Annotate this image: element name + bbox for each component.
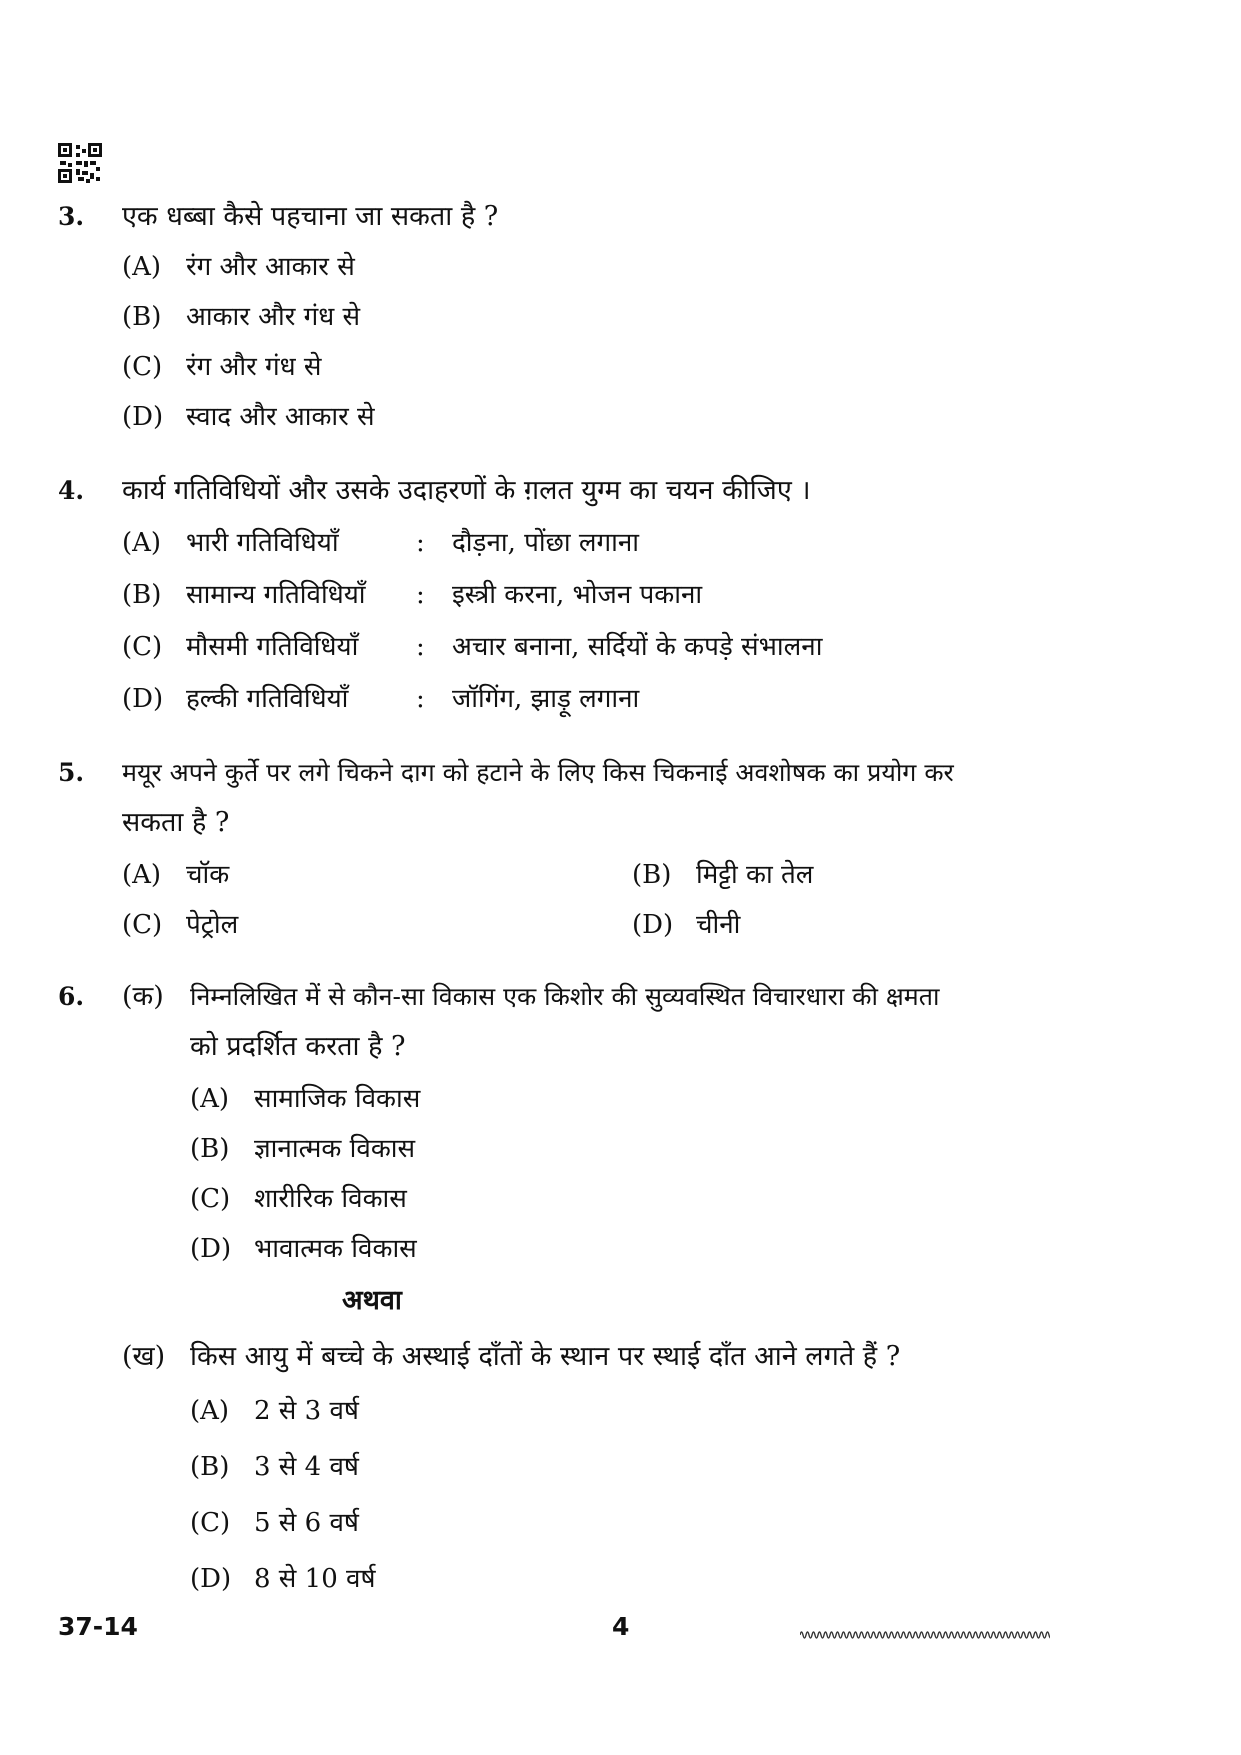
q4-option-a: (A) भारी गतिविधियाँ : दौड़ना, पोंछा लगाना <box>122 528 640 558</box>
q5-option-b: (B) मिट्टी का तेल <box>632 860 814 890</box>
q6-part-a-label: (क) <box>122 981 164 1012</box>
q6-part-b-label: (ख) <box>122 1341 166 1372</box>
question-number: 5. <box>58 758 85 787</box>
question-3-text: एक धब्बा कैसे पहचाना जा सकता है ? <box>122 201 499 232</box>
q6b-option-c: (C) 5 से 6 वर्ष <box>190 1508 359 1538</box>
q6-part-a-text-line1: निम्नलिखित में से कौन-सा विकास एक किशोर की सुव्यवस्थित विचारधारा की क्षमता <box>190 982 940 1011</box>
question-5 <box>58 756 84 790</box>
q5-option-d: (D) चीनी <box>632 910 741 940</box>
page-number: 4 <box>612 1612 630 1641</box>
question-6 <box>58 980 84 1014</box>
q6b-option-d: (D) 8 से 10 वर्ष <box>190 1564 376 1594</box>
q6a-option-a: (A) सामाजिक विकास <box>190 1084 421 1114</box>
q6a-option-d: (D) भावात्मक विकास <box>190 1234 417 1264</box>
q6b-option-b: (B) 3 से 4 वर्ष <box>190 1452 359 1482</box>
question-number: 4. <box>58 476 85 505</box>
q5-option-c: (C) पेट्रोल <box>122 910 239 940</box>
q6a-option-b: (B) ज्ञानात्मक विकास <box>190 1134 416 1164</box>
wavy-line-icon <box>800 1628 1050 1642</box>
question-4 <box>58 474 84 508</box>
q3-option-c: (C) रंग और गंध से <box>122 352 322 382</box>
q6a-option-c: (C) शारीरिक विकास <box>190 1184 407 1214</box>
q3-option-d: (D) स्वाद और आकार से <box>122 402 375 432</box>
question-3 <box>58 200 84 234</box>
q4-option-d: (D) हल्की गतिविधियाँ : जॉगिंग, झाड़ू लगाना <box>122 684 640 714</box>
q6b-option-a: (A) 2 से 3 वर्ष <box>190 1396 359 1426</box>
q3-option-b: (B) आकार और गंध से <box>122 302 361 332</box>
q5-option-a: (A) चॉक <box>122 860 230 890</box>
or-separator: अथवा <box>342 1285 402 1316</box>
question-5-text-line1: मयूर अपने कुर्ते पर लगे चिकने दाग को हटाने के लिए किस चिकनाई अवशोषक का प्रयोग कर <box>122 758 954 787</box>
q4-option-b: (B) सामान्य गतिविधियाँ : इस्त्री करना, भोजन पकाना <box>122 580 703 610</box>
q3-option-a: (A) रंग और आकार से <box>122 252 355 282</box>
qr-code-icon <box>58 143 102 183</box>
q4-option-c: (C) मौसमी गतिविधियाँ : अचार बनाना, सर्दियों के कपड़े संभालना <box>122 632 823 662</box>
q6-part-b-text: किस आयु में बच्चे के अस्थाई दाँतों के स्थान पर स्थाई दाँत आने लगते हैं ? <box>190 1341 901 1372</box>
q6-part-a-text-line2: को प्रदर्शित करता है ? <box>190 1031 406 1062</box>
paper-code: 37-14 <box>58 1612 138 1641</box>
question-number: 6. <box>58 982 85 1011</box>
question-5-text-line2: सकता है ? <box>122 807 230 838</box>
question-4-text: कार्य गतिविधियों और उसके उदाहरणों के ग़लत युग्म का चयन कीजिए । <box>122 475 811 506</box>
question-number: 3. <box>58 202 85 231</box>
